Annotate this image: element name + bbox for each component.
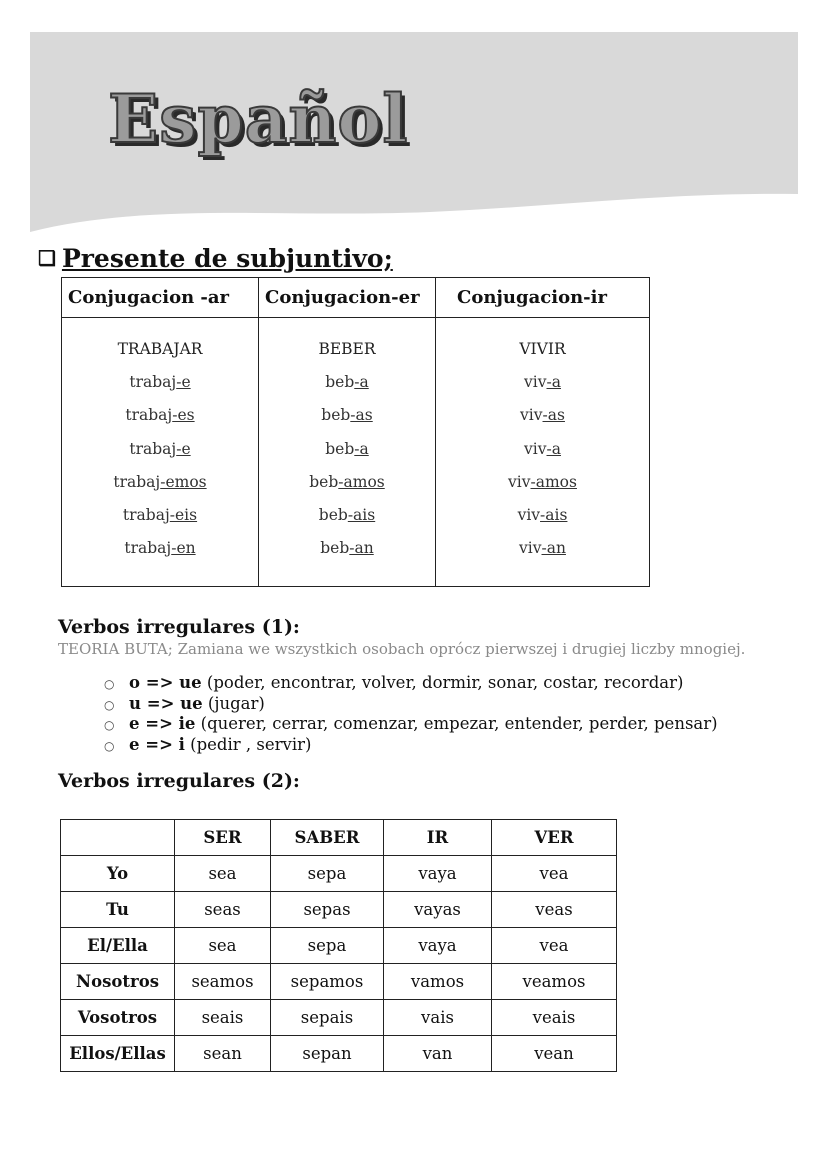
header-saber: SABER bbox=[271, 820, 384, 856]
irregular-verbs-table bbox=[60, 819, 617, 1072]
form: beb-as bbox=[321, 406, 373, 425]
section-title: Presente de subjuntivo; bbox=[61, 244, 393, 273]
cell: vamos bbox=[384, 964, 492, 1000]
form: viv-as bbox=[520, 406, 565, 425]
cell: seamos bbox=[175, 964, 271, 1000]
cell: sepa bbox=[271, 928, 384, 964]
form: beb-an bbox=[320, 539, 374, 558]
cell: sepais bbox=[271, 1000, 384, 1036]
page-title: Español bbox=[108, 80, 409, 158]
cell: vaya bbox=[384, 856, 492, 892]
table-row bbox=[61, 964, 617, 1000]
cell: veas bbox=[492, 892, 617, 928]
stem-change-rules bbox=[104, 673, 718, 756]
header-ir: IR bbox=[384, 820, 492, 856]
cell: sean bbox=[175, 1036, 271, 1072]
header-ir: Conjugacion-ir bbox=[436, 278, 650, 318]
cell: sepan bbox=[271, 1036, 384, 1072]
cell: veais bbox=[492, 1000, 617, 1036]
header-empty bbox=[61, 820, 175, 856]
cell: sea bbox=[175, 856, 271, 892]
irregular-2-heading: Verbos irregulares (2): bbox=[58, 770, 300, 792]
form: viv-amos bbox=[508, 472, 577, 491]
cell: sepa bbox=[271, 856, 384, 892]
form: viv-a bbox=[524, 373, 561, 392]
rule-item: ○ e => ie (querer, cerrar, comenzar, empezar, entender, perder, pensar) bbox=[104, 714, 718, 735]
table-header-row bbox=[61, 820, 617, 856]
column-ar bbox=[62, 318, 259, 587]
circle-bullet-icon: ○ bbox=[104, 677, 115, 691]
cell: seais bbox=[175, 1000, 271, 1036]
form: beb-a bbox=[325, 439, 369, 458]
form: trabaj-eis bbox=[122, 505, 198, 524]
circle-bullet-icon: ○ bbox=[104, 739, 115, 754]
table-row bbox=[61, 1000, 617, 1036]
rule-item: ○ u => ue (jugar) bbox=[104, 694, 718, 715]
infinitive: TRABAJAR bbox=[117, 340, 203, 358]
table-row bbox=[61, 892, 617, 928]
header-er: Conjugacion-er bbox=[259, 278, 436, 318]
column-ir bbox=[436, 318, 650, 587]
circle-bullet-icon: ○ bbox=[104, 718, 115, 733]
person-label: Nosotros bbox=[61, 964, 175, 1000]
form: trabaj-emos bbox=[113, 472, 207, 491]
cell: vean bbox=[492, 1036, 617, 1072]
form: viv-an bbox=[519, 539, 566, 558]
theory-note: TEORIA BUTA; Zamiana we wszystkich osobach oprócz pierwszej i drugiej liczby mnogiej. bbox=[58, 640, 746, 658]
cell: sea bbox=[175, 928, 271, 964]
person-label: Tu bbox=[61, 892, 175, 928]
column-er bbox=[259, 318, 436, 587]
form: beb-a bbox=[325, 373, 369, 392]
table-row bbox=[61, 856, 617, 892]
cell: veamos bbox=[492, 964, 617, 1000]
form: trabaj-e bbox=[129, 439, 191, 458]
irregular-1-heading: Verbos irregulares (1): bbox=[58, 616, 300, 638]
form: viv-ais bbox=[517, 505, 568, 524]
cell: vea bbox=[492, 928, 617, 964]
form: beb-amos bbox=[309, 472, 385, 491]
cell: sepamos bbox=[271, 964, 384, 1000]
checkbox-bullet-icon: ❑ bbox=[38, 246, 56, 270]
form: viv-a bbox=[524, 439, 561, 458]
cell: vea bbox=[492, 856, 617, 892]
cell: van bbox=[384, 1036, 492, 1072]
form: trabaj-es bbox=[125, 406, 195, 425]
header-ser: SER bbox=[175, 820, 271, 856]
header-banner bbox=[30, 32, 798, 232]
header-ar: Conjugacion -ar bbox=[62, 278, 259, 318]
cell: sepas bbox=[271, 892, 384, 928]
circle-bullet-icon: ○ bbox=[104, 697, 115, 712]
person-label: Yo bbox=[61, 856, 175, 892]
infinitive: BEBER bbox=[318, 340, 376, 358]
cell: vais bbox=[384, 1000, 492, 1036]
cell: seas bbox=[175, 892, 271, 928]
rule-item: ○ e => i (pedir , servir) bbox=[104, 735, 718, 756]
table-row bbox=[61, 928, 617, 964]
conjugation-table bbox=[61, 277, 650, 587]
cell: vayas bbox=[384, 892, 492, 928]
person-label: Ellos/Ellas bbox=[61, 1036, 175, 1072]
cell: vaya bbox=[384, 928, 492, 964]
header-ver: VER bbox=[492, 820, 617, 856]
person-label: Vosotros bbox=[61, 1000, 175, 1036]
form: trabaj-e bbox=[129, 373, 191, 392]
form: beb-ais bbox=[318, 505, 376, 524]
person-label: El/Ella bbox=[61, 928, 175, 964]
section-heading bbox=[38, 244, 393, 273]
rule-item: ○ o => ue (poder, encontrar, volver, dormir, sonar, costar, recordar) bbox=[104, 673, 718, 694]
form: trabaj-en bbox=[124, 539, 196, 558]
table-row bbox=[61, 1036, 617, 1072]
infinitive: VIVIR bbox=[519, 340, 566, 358]
